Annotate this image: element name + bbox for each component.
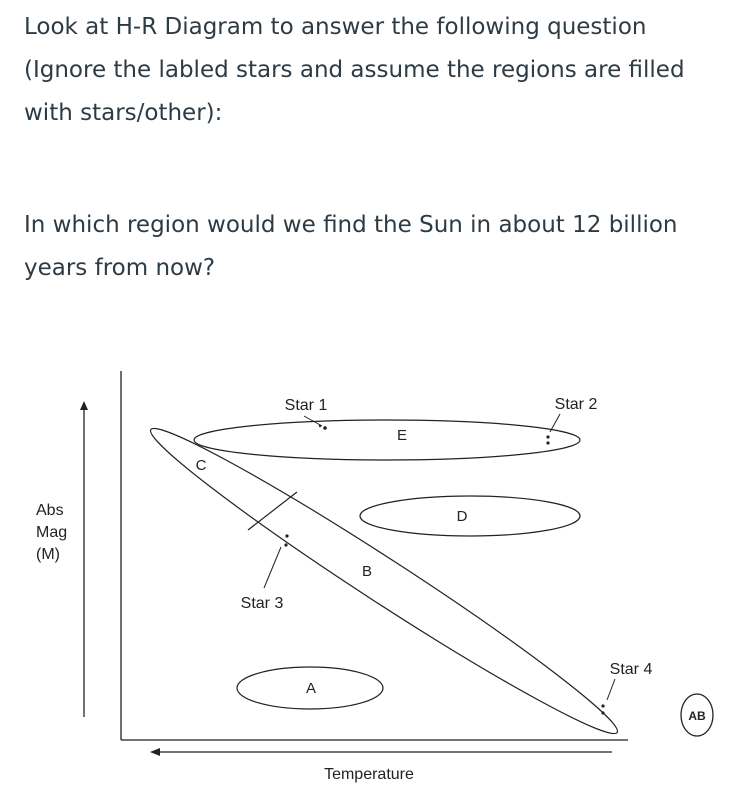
star-2-dot-2 [546, 441, 549, 444]
star-1-dot [323, 426, 327, 430]
x-axis-arrowhead [150, 748, 160, 756]
region-b-label: B [361, 563, 373, 580]
x-axis-label: Temperature [324, 766, 414, 783]
region-c-label: C [195, 457, 207, 474]
question-intro: Look at H-R Diagram to answer the following question (Ignore the labled stars and assume the regions are filled with stars/other): [24, 14, 685, 126]
star-3-pointer [264, 547, 281, 588]
region-a-label: A [305, 680, 317, 697]
star-4-dot-2 [601, 711, 604, 714]
star-2-label: Star 2 [554, 396, 598, 413]
region-c-divider [248, 492, 297, 530]
star-2-pointer [550, 414, 560, 432]
star-4-label: Star 4 [609, 661, 653, 678]
region-d-ellipse [360, 496, 580, 536]
y-axis-label-line-2: Mag [36, 524, 68, 541]
y-axis-arrowhead [80, 401, 88, 410]
y-axis-label-line-1: Abs [36, 502, 64, 519]
star-3-label: Star 3 [240, 595, 284, 612]
region-e-ellipse [194, 420, 580, 460]
star-3-dot-2 [284, 543, 287, 546]
star-4-dot [601, 704, 604, 707]
region-d-label: D [456, 508, 468, 525]
star-3-dot [285, 534, 288, 537]
ab-badge-label: AB [688, 709, 706, 723]
star-1-label: Star 1 [284, 397, 328, 414]
main-sequence-ellipse [139, 411, 629, 751]
question-prompt: In which region would we find the Sun in about 12 billion years from now? [24, 212, 678, 281]
star-2-dot [546, 435, 549, 438]
star-4-pointer [607, 679, 615, 700]
star-1-dot-2 [319, 425, 321, 427]
y-axis-label-line-3: (M) [36, 546, 60, 563]
region-e-label: E [396, 427, 408, 444]
